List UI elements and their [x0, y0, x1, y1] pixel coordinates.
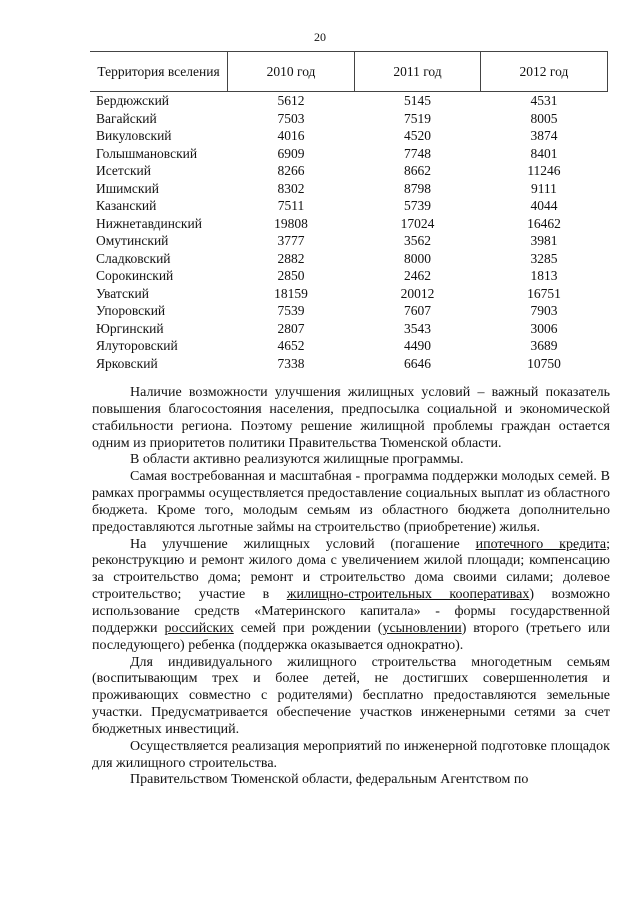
value-cell: 7519 [403, 110, 431, 126]
body-text [92, 385, 610, 789]
paragraph: Наличие возможности улучшения жилищных условий – важный показатель повышения благосостояния населения, предпосылка социальной и экономической стабильности региона. Поэтому решение жилищной проблемы граждан остается одним из приоритетов политики Правительства Тюменской области. [92, 385, 610, 451]
value-cell: 17024 [400, 215, 435, 231]
value-cell: 8266 [277, 163, 305, 178]
link-russian[interactable]: российских [164, 620, 234, 636]
text-run: ; реконструкцию и ремонт жилого дома с увеличением жилой площади; компенсацию за строительство дома; ремонт и строительство дома своими силами; долевое строительство; участие в [92, 536, 610, 603]
value-cell: 5739 [403, 198, 431, 213]
territory-cell: Исетский [96, 163, 151, 178]
text-run: ) второго (третьего или последующего) ребенка (поддержка оказывается однократно). [92, 620, 611, 653]
territory-cell: Бердюжский [96, 93, 170, 108]
value-cell: 4016 [277, 128, 305, 143]
table-row [90, 145, 608, 163]
value-cell: 2462 [403, 268, 431, 283]
value-cell: 2807 [277, 320, 305, 336]
table-row [90, 302, 608, 320]
value-cell: 8662 [403, 163, 431, 178]
value-cell: 10750 [527, 355, 561, 371]
value-cell: 3874 [530, 128, 558, 143]
value-cell: 7539 [277, 303, 305, 318]
table-body [90, 92, 608, 373]
table-row [90, 110, 608, 128]
table-row [90, 320, 608, 338]
text-run: ) возможно использование средств «Материнского капитала» - формы государственной поддержки [92, 587, 611, 636]
header-2011: 2011 год [355, 52, 481, 92]
link-adoption[interactable]: усыновлении [382, 620, 462, 636]
value-cell: 16751 [527, 285, 561, 301]
value-cell: 4490 [403, 338, 431, 353]
value-cell: 3543 [403, 320, 431, 336]
link-housing-cooperatives[interactable]: жилищно-строительных кооперативах [286, 587, 530, 603]
value-cell: 7503 [277, 110, 305, 126]
value-cell: 6646 [403, 355, 431, 371]
value-cell: 3777 [277, 233, 305, 248]
territory-cell: Юргинский [96, 320, 164, 336]
table-row [90, 162, 608, 180]
value-cell: 4652 [277, 338, 305, 353]
text-run: семей при рождении ( [233, 620, 383, 636]
value-cell: 5612 [277, 93, 305, 108]
value-cell: 3285 [530, 250, 558, 266]
value-cell: 8000 [403, 250, 431, 266]
territory-cell: Упоровский [96, 303, 166, 318]
value-cell: 4531 [530, 93, 558, 108]
value-cell: 2850 [277, 268, 305, 283]
paragraph: В области активно реализуются жилищные программы. [130, 452, 464, 468]
page-number: 20 [314, 30, 326, 44]
paragraph: Осуществляется реализация мероприятий по инженерной подготовке площадок для жилищного строительства. [92, 738, 610, 771]
value-cell: 19808 [274, 215, 308, 231]
value-cell: 3689 [530, 338, 558, 353]
header-territory: Территория вселения [90, 52, 228, 92]
territory-cell: Сладковский [96, 250, 171, 266]
header-2010: 2010 год [228, 52, 355, 92]
header-2012: 2012 год [480, 52, 607, 92]
value-cell: 8798 [403, 180, 431, 196]
table-header-row [90, 52, 608, 92]
territory-cell: Уватский [96, 285, 149, 301]
value-cell: 3562 [403, 233, 431, 248]
territory-cell: Казанский [96, 198, 157, 213]
value-cell: 3006 [530, 320, 558, 336]
table-row [90, 180, 608, 198]
territory-cell: Нижнетавдинский [96, 215, 202, 231]
table-row [90, 267, 608, 285]
territory-cell: Ярковский [96, 355, 158, 371]
territory-cell: Вагайский [96, 110, 157, 126]
value-cell: 8401 [530, 145, 558, 161]
table-row [90, 197, 608, 215]
table-row [90, 92, 608, 110]
territory-cell: Сорокинский [96, 268, 174, 283]
territory-cell: Викуловский [96, 128, 172, 143]
value-cell: 7607 [403, 303, 431, 318]
value-cell: 9111 [530, 180, 557, 196]
territory-cell: Ишимский [96, 180, 159, 196]
territory-cell: Голышмановский [96, 145, 198, 161]
value-cell: 16462 [527, 215, 561, 231]
table-row [90, 127, 608, 145]
table-row [90, 250, 608, 268]
link-mortgage[interactable]: ипотечного кредита [475, 536, 607, 552]
value-cell: 1813 [530, 268, 558, 283]
value-cell: 4044 [530, 198, 558, 213]
table-row [90, 215, 608, 233]
table-row [90, 337, 608, 355]
value-cell: 2882 [277, 250, 305, 266]
value-cell: 7511 [277, 198, 305, 213]
resettlement-table [90, 51, 608, 372]
table-row [90, 355, 608, 373]
table-row [90, 232, 608, 250]
territory-cell: Ялуторовский [96, 338, 178, 353]
value-cell: 11246 [527, 163, 561, 178]
value-cell: 8005 [530, 110, 558, 126]
value-cell: 8302 [277, 180, 305, 196]
table-row [90, 285, 608, 303]
value-cell: 5145 [403, 93, 431, 108]
paragraph: Самая востребованная и масштабная - программа поддержки молодых семей. В рамках программы осуществляется предоставление социальных выплат из областного бюджета. Кроме того, молодым семьям из областного бюджета дополнительно предоставляются льготные займы на строительство (приобретение) жилья. [92, 469, 610, 535]
text-run: На улучшение жилищных условий (погашение [130, 536, 476, 552]
paragraph: Правительством Тюменской области, федеральным Агентством по [130, 772, 529, 788]
value-cell: 20012 [400, 285, 435, 301]
paragraph: Для индивидуального жилищного строительства многодетным семьям (воспитывающим трех и более детей, не достигших совершеннолетия и проживающих совместно с родителями) бесплатно предоставляются земельные участки. Предусматривается обеспечение участков инженерными сетями за счет бюджетных инвестиций. [92, 654, 610, 737]
value-cell: 4520 [403, 128, 431, 143]
value-cell: 18159 [274, 285, 308, 301]
value-cell: 7903 [530, 303, 558, 318]
value-cell: 3981 [530, 233, 558, 248]
territory-cell: Омутинский [96, 233, 169, 248]
value-cell: 7338 [277, 355, 305, 371]
value-cell: 7748 [403, 145, 431, 161]
value-cell: 6909 [277, 145, 305, 161]
paragraph [92, 537, 610, 655]
